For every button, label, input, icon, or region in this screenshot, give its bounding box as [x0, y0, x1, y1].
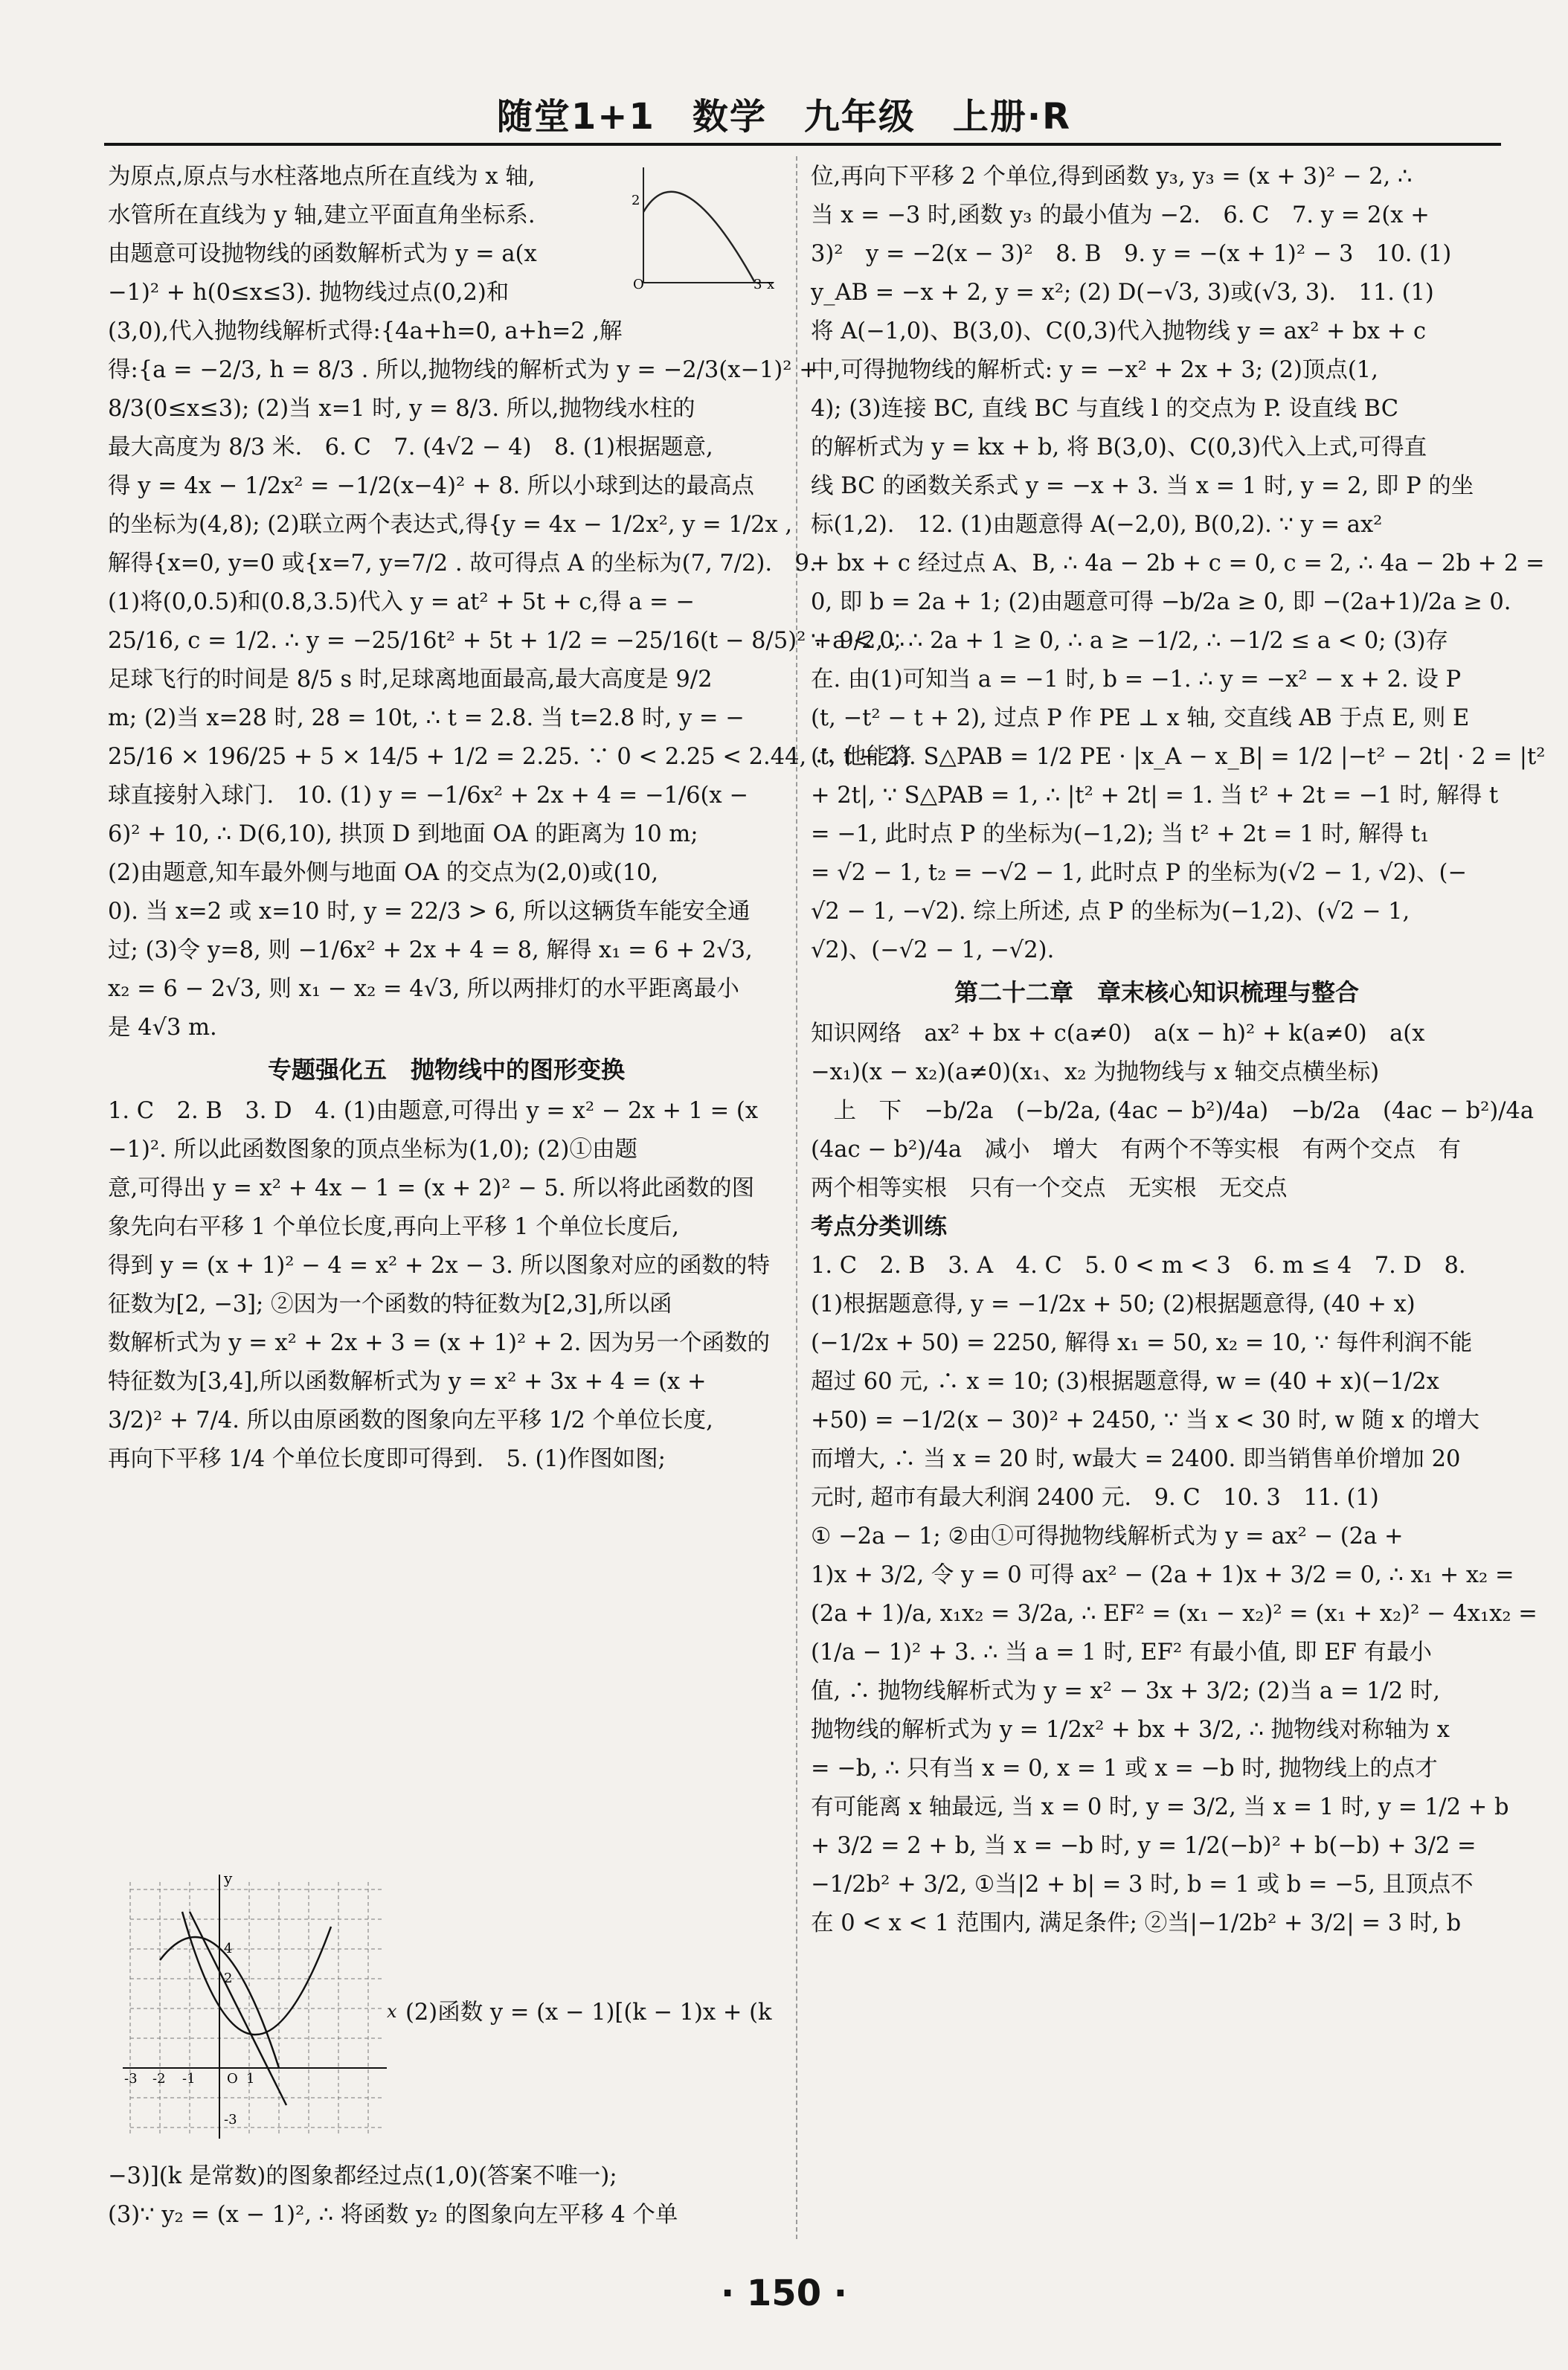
grid-graph-figure: [108, 1867, 398, 2150]
left-tail-block: [108, 2157, 785, 2235]
right-line: + bx + c 经过点 A、B, ∴ 4a − 2b + c = 0, c = 2, ∴ 4a − 2b + 2 =: [811, 550, 1545, 577]
left-line: 解得{x=0, y=0 或{x=7, y=7/2 . 故可得点 A 的坐标为(7, 7/2). 9.: [108, 550, 817, 577]
beside-graph-text: (2)函数 y = (x − 1)[(k − 1)x + (k: [405, 2000, 772, 2026]
left-line: 0). 当 x=2 或 x=10 时, y = 22/3 > 6, 所以这辆货车能安全通: [108, 899, 751, 925]
training-line: −1/2b² + 3/2, ①当|2 + b| = 3 时, b = 1 或 b = −5, 且顶点不: [811, 1872, 1474, 1898]
left-line: 得 y = 4x − 1/2x² = −1/2(x−4)² + 8. 所以小球到达的最高点: [108, 473, 754, 499]
left-line: 最大高度为 8/3 米. 6. C 7. (4√2 − 4) 8. (1)根据题意,: [108, 434, 713, 460]
right-line: √2)、(−√2 − 1, −√2).: [811, 937, 1055, 963]
training-line: = −b, ∴ 只有当 x = 0, x = 1 或 x = −b 时, 抛物线上的点才: [811, 1756, 1438, 1782]
knowledge-line: 知识网络 ax² + bx + c(a≠0) a(x − h)² + k(a≠0) a(x: [811, 1021, 1425, 1047]
left-section-line: 征数为[2, −3]; ②因为一个函数的特征数为[2,3],所以函: [108, 1291, 672, 1317]
left-line: 由题意可设抛物线的函数解析式为 y = a(x: [108, 241, 537, 267]
mini-y-label-2: 2: [632, 193, 640, 208]
grid-tick-neg3-y: -3: [224, 2112, 237, 2127]
training-line: 值, ∴ 抛物线解析式为 y = x² − 3x + 3/2; (2)当 a = 1/2 时,: [811, 1678, 1440, 1704]
grid-tick-neg2: -2: [152, 2071, 166, 2087]
right-line: y_AB = −x + 2, y = x²; (2) D(−√3, 3)或(√3, 3). 11. (1): [811, 280, 1434, 306]
left-line: 是 4√3 m.: [108, 1015, 217, 1041]
left-section-line: 意,可得出 y = x² + 4x − 1 = (x + 2)² − 5. 所以将此函数的图: [108, 1175, 755, 1201]
right-line: = √2 − 1, t₂ = −√2 − 1, 此时点 P 的坐标为(√2 − 1, √2)、(−: [811, 860, 1467, 886]
grid-origin-label: O: [227, 2071, 238, 2087]
section-title-special-5: 专题强化五 抛物线中的图形变换: [267, 1056, 625, 1084]
right-line: 3)² y = −2(x − 3)² 8. B 9. y = −(x + 1)² − 3 10. (1): [811, 241, 1452, 267]
left-line: m; (2)当 x=28 时, 28 = 10t, ∴ t = 2.8. 当 t=2.8 时, y = −: [108, 705, 745, 731]
knowledge-line: (4ac − b²)/4a 减小 增大 有两个不等实根 有两个交点 有: [811, 1137, 1462, 1163]
left-section-line: 象先向右平移 1 个单位长度,再向上平移 1 个单位长度后,: [108, 1214, 679, 1240]
right-line: (t, −t² − t + 2), 过点 P 作 PE ⊥ x 轴, 交直线 AB 于点 E, 则 E: [811, 705, 1470, 731]
left-section-line: 再向下平移 1/4 个单位长度即可得到. 5. (1)作图如图;: [108, 1446, 666, 1472]
left-line: 足球飞行的时间是 8/5 s 时,足球离地面最高,最大高度是 9/2: [108, 667, 713, 693]
grid-y-label: y: [224, 1869, 233, 1887]
right-line: + 2t|, ∵ S△PAB = 1, ∴ |t² + 2t| = 1. 当 t² + 2t = −1 时, 解得 t: [811, 783, 1499, 809]
left-line: 的坐标为(4,8); (2)联立两个表达式,得{y = 4x − 1/2x², y = 1/2x ,: [108, 512, 793, 538]
right-line: (t, t + 2). S△PAB = 1/2 PE · |x_A − x_B| = 1/2 |−t² − 2t| · 2 = |t²: [811, 744, 1546, 770]
right-line: ∵ a < 0, ∴ 2a + 1 ≥ 0, ∴ a ≥ −1/2, ∴ −1/2 ≤ a < 0; (3)存: [811, 628, 1448, 654]
column-divider: [796, 156, 797, 2239]
training-line: (1)根据题意得, y = −1/2x + 50; (2)根据题意得, (40 + x): [811, 1291, 1416, 1317]
page-number: · 150 ·: [720, 2273, 848, 2314]
right-line: 的解析式为 y = kx + b, 将 B(3,0)、C(0,3)代入上式,可得直: [811, 434, 1427, 460]
left-line: 25/16, c = 1/2. ∴ y = −25/16t² + 5t + 1/2 = −25/16(t − 8/5)² + 9/2, ∴: [108, 628, 905, 654]
training-line: ① −2a − 1; ②由①可得抛物线解析式为 y = ax² − (2a +: [811, 1523, 1404, 1550]
right-line: √2 − 1, −√2). 综上所述, 点 P 的坐标为(−1,2)、(√2 − 1,: [811, 899, 1410, 925]
training-line: (2a + 1)/a, x₁x₂ = 3/2a, ∴ EF² = (x₁ − x₂)² = (x₁ + x₂)² − 4x₁x₂ =: [811, 1601, 1538, 1627]
training-line: 1. C 2. B 3. A 4. C 5. 0 < m < 3 6. m ≤ 4 7. D 8.: [811, 1253, 1466, 1279]
knowledge-line: 两个相等实根 只有一个交点 无实根 无交点: [811, 1175, 1288, 1201]
left-line: (2)由题意,知车最外侧与地面 OA 的交点为(2,0)或(10,: [108, 860, 659, 886]
left-line: 水管所在直线为 y 轴,建立平面直角坐标系.: [108, 202, 536, 228]
grid-tick-3: 4: [224, 1941, 233, 1956]
training-label: 考点分类训练: [811, 1214, 947, 1240]
right-column: [811, 158, 1546, 1943]
page-header: 随堂1+1 数学 九年级 上册·R: [496, 96, 1072, 138]
training-line: + 3/2 = 2 + b, 当 x = −b 时, y = 1/2(−b)² + b(−b) + 3/2 =: [811, 1833, 1477, 1859]
left-line: 球直接射入球门. 10. (1) y = −1/6x² + 2x + 4 = −1/6(x −: [108, 783, 748, 809]
left-section-line: 1. C 2. B 3. D 4. (1)由题意,可得出 y = x² − 2x + 1 = (x: [108, 1098, 759, 1124]
left-section-line: 3/2)² + 7/4. 所以由原函数的图象向左平移 1/2 个单位长度,: [108, 1407, 713, 1433]
knowledge-line: 上 下 −b/2a (−b/2a, (4ac − b²)/4a) −b/2a (4ac − b²)/4a: [811, 1098, 1535, 1124]
training-line: (1/a − 1)² + 3. ∴ 当 a = 1 时, EF² 有最小值, 即 EF 有最小: [811, 1640, 1432, 1666]
left-line: −1)² + h(0≤x≤3). 抛物线过点(0,2)和: [108, 280, 510, 306]
grid-tick-2: 2: [224, 1971, 233, 1986]
left-line: (1)将(0,0.5)和(0.8,3.5)代入 y = at² + 5t + c,得 a = −: [108, 589, 695, 615]
left-line: 6)² + 10, ∴ D(6,10), 拱顶 D 到地面 OA 的距离为 10 m;: [108, 821, 698, 847]
left-line: 8/3(0≤x≤3); (2)当 x=1 时, y = 8/3. 所以,抛物线水柱的: [108, 396, 695, 422]
grid-tick-1: 1: [246, 2071, 255, 2087]
right-line: 在. 由(1)可知当 a = −1 时, b = −1. ∴ y = −x² − x + 2. 设 P: [811, 667, 1462, 693]
left-section-line: 特征数为[3,4],所以函数解析式为 y = x² + 3x + 4 = (x +: [108, 1369, 707, 1395]
left-section-line: 得到 y = (x + 1)² − 4 = x² + 2x − 3. 所以图象对应的函数的特: [108, 1253, 770, 1279]
training-line: 有可能离 x 轴最远, 当 x = 0 时, y = 3/2, 当 x = 1 时, y = 1/2 + b: [811, 1794, 1509, 1820]
left-tail-line: −3)](k 是常数)的图象都经过点(1,0)(答案不唯一);: [108, 2163, 617, 2189]
right-line: 0, 即 b = 2a + 1; (2)由题意可得 −b/2a ≥ 0, 即 −(2a+1)/2a ≥ 0.: [811, 589, 1511, 615]
left-line: 过; (3)令 y=8, 则 −1/6x² + 2x + 4 = 8, 解得 x₁ = 6 + 2√3,: [108, 937, 753, 963]
training-line: 而增大, ∴ 当 x = 20 时, w最大 = 2400. 即当销售单价增加 20: [811, 1446, 1461, 1472]
header-rule: [104, 143, 1501, 146]
training-line: 1)x + 3/2, 令 y = 0 可得 ax² − (2a + 1)x + 3/2 = 0, ∴ x₁ + x₂ =: [811, 1562, 1514, 1588]
right-line: = −1, 此时点 P 的坐标为(−1,2); 当 t² + 2t = 1 时, 解得 t₁: [811, 821, 1430, 847]
left-line: 25/16 × 196/25 + 5 × 14/5 + 1/2 = 2.25. ∵ 0 < 2.25 < 2.44, ∴ 他能将: [108, 744, 912, 770]
mini-x-label-3: 3: [754, 277, 762, 292]
left-section-line: −1)². 所以此函数图象的顶点坐标为(1,0); (2)①由题: [108, 1137, 637, 1163]
left-line: x₂ = 6 − 2√3, 则 x₁ − x₂ = 4√3, 所以两排灯的水平距离最小: [108, 976, 739, 1002]
right-line: 标(1,2). 12. (1)由题意得 A(−2,0), B(0,2). ∵ y = ax²: [811, 512, 1383, 538]
training-line: 超过 60 元, ∴ x = 10; (3)根据题意得, w = (40 + x)(−1/2x: [811, 1369, 1439, 1395]
grid-tick-neg3: -3: [124, 2071, 138, 2087]
grid-x-label: x: [387, 2001, 397, 2022]
right-line: 当 x = −3 时,函数 y₃ 的最小值为 −2. 6. C 7. y = 2(x +: [811, 202, 1430, 228]
right-line: 中,可得抛物线的解析式: y = −x² + 2x + 3; (2)顶点(1,: [811, 357, 1378, 383]
training-line: (−1/2x + 50) = 2250, 解得 x₁ = 50, x₂ = 10, ∵ 每件利润不能: [811, 1330, 1473, 1356]
right-line: 将 A(−1,0)、B(3,0)、C(0,3)代入抛物线 y = ax² + bx + c: [811, 318, 1427, 344]
right-line: 线 BC 的函数关系式 y = −x + 3. 当 x = 1 时, y = 2, 即 P 的坐: [811, 473, 1474, 499]
section-title-chapter-22: 第二十二章 章末核心知识梳理与整合: [954, 978, 1359, 1006]
training-line: 在 0 < x < 1 范围内, 满足条件; ②当|−1/2b² + 3/2| = 3 时, b: [811, 1910, 1462, 1936]
mini-x-label: x: [767, 277, 775, 292]
left-section-line: 数解析式为 y = x² + 2x + 3 = (x + 1)² + 2. 因为另一个函数的: [108, 1330, 770, 1356]
left-line: 为原点,原点与水柱落地点所在直线为 x 轴,: [108, 164, 536, 190]
right-line: 4); (3)连接 BC, 直线 BC 与直线 l 的交点为 P. 设直线 BC: [811, 396, 1399, 422]
knowledge-line: −x₁)(x − x₂)(a≠0)(x₁、x₂ 为抛物线与 x 轴交点横坐标): [811, 1059, 1380, 1085]
left-line: (3,0),代入抛物线解析式得:{4a+h=0, a+h=2 ,解: [108, 318, 623, 344]
left-line: 得:{a = −2/3, h = 8/3 . 所以,抛物线的解析式为 y = −2/3(x−1)² +: [108, 357, 818, 383]
training-line: 抛物线的解析式为 y = 1/2x² + bx + 3/2, ∴ 抛物线对称轴为 x: [811, 1717, 1450, 1743]
grid-tick-neg1: -1: [182, 2071, 196, 2087]
right-line: 位,再向下平移 2 个单位,得到函数 y₃, y₃ = (x + 3)² − 2, ∴: [811, 164, 1413, 190]
training-line: 元时, 超市有最大利润 2400 元. 9. C 10. 3 11. (1): [811, 1485, 1379, 1511]
mini-origin-label: O: [633, 277, 644, 292]
left-tail-line: (3)∵ y₂ = (x − 1)², ∴ 将函数 y₂ 的图象向左平移 4 个单: [108, 2202, 678, 2228]
training-line: +50) = −1/2(x − 30)² + 2450, ∵ 当 x < 30 时, w 随 x 的增大: [811, 1407, 1480, 1433]
